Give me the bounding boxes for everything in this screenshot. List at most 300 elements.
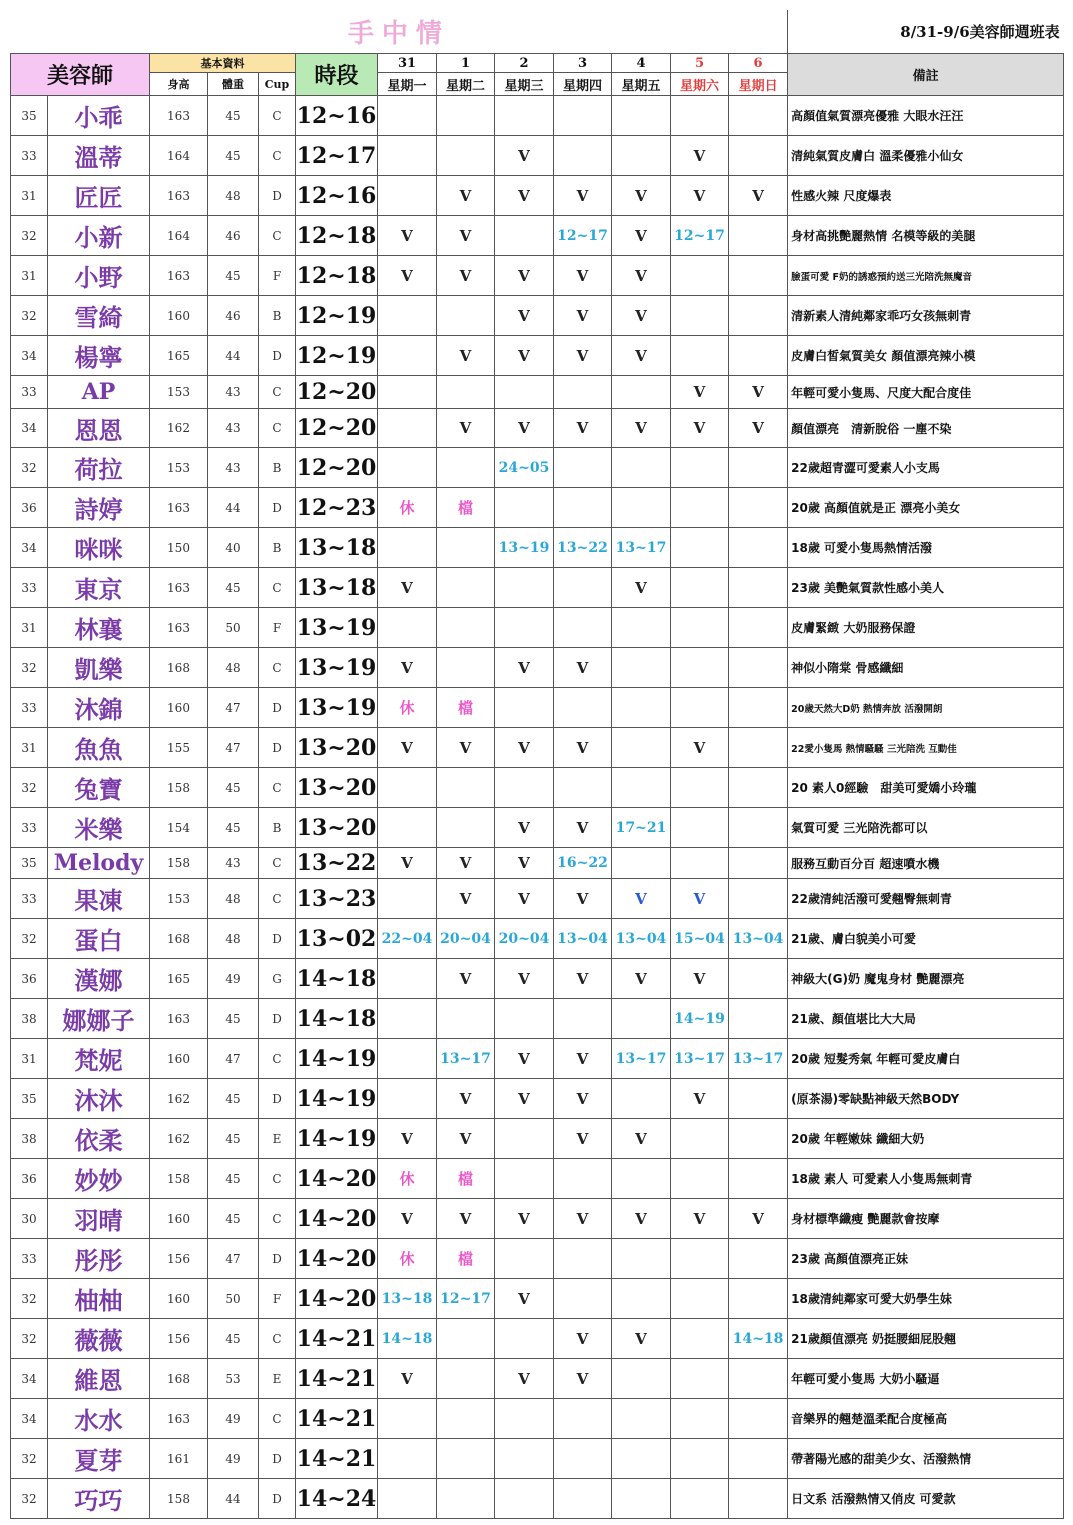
header-date: 5 [671, 54, 729, 73]
schedule-day-cell: V [612, 296, 671, 336]
height-cell: 161 [150, 1439, 208, 1479]
beautician-name: 薇薇 [48, 1319, 150, 1359]
schedule-day-cell: V [671, 1079, 729, 1119]
header-time-slot: 時段 [296, 54, 378, 96]
schedule-day-cell [437, 1399, 495, 1439]
table-row [11, 376, 1064, 409]
schedule-day-cell: 17~21 [612, 808, 671, 848]
schedule-day-cell [437, 376, 495, 409]
height-cell: 163 [150, 96, 208, 136]
remark-cell: 性感火辣 尺度爆表 [788, 176, 1064, 216]
schedule-day-cell [671, 1439, 729, 1479]
schedule-day-cell: V [612, 879, 671, 919]
schedule-day-cell [729, 999, 788, 1039]
remark-cell: 服務互動百分百 超速噴水機 [788, 848, 1064, 879]
age-cell: 32 [11, 768, 48, 808]
remark-cell: 身材標準纖瘦 艷麗款會按摩 [788, 1199, 1064, 1239]
age-cell: 34 [11, 528, 48, 568]
schedule-day-cell: V [437, 216, 495, 256]
schedule-day-cell: 13~04 [554, 919, 612, 959]
time-slot-cell: 14~19 [296, 1079, 378, 1119]
schedule-day-cell: V [554, 1119, 612, 1159]
header-cup: Cup [259, 73, 296, 96]
height-cell: 163 [150, 488, 208, 528]
schedule-day-cell [729, 1399, 788, 1439]
schedule-day-cell: 13~17 [729, 1039, 788, 1079]
header-date: 1 [437, 54, 495, 73]
schedule-day-cell [671, 688, 729, 728]
remark-cell: 神似小隋棠 骨感纖細 [788, 648, 1064, 688]
schedule-day-cell [554, 448, 612, 488]
remark-cell: 18歲 素人 可愛素人小隻馬無刺青 [788, 1159, 1064, 1199]
schedule-day-cell [437, 768, 495, 808]
table-row [11, 96, 1064, 136]
weight-cell: 48 [208, 648, 259, 688]
schedule-day-cell: V [612, 216, 671, 256]
schedule-day-cell [378, 1439, 437, 1479]
schedule-day-cell: 13~04 [729, 919, 788, 959]
remark-cell: 清新素人清純鄰家乖巧女孩無刺青 [788, 296, 1064, 336]
header-remarks: 備註 [788, 54, 1064, 96]
schedule-day-cell [437, 1359, 495, 1399]
schedule-day-cell: 休 [378, 488, 437, 528]
beautician-name: 小野 [48, 256, 150, 296]
height-cell: 164 [150, 216, 208, 256]
header-beautician: 美容師 [11, 54, 150, 96]
schedule-day-cell [554, 608, 612, 648]
schedule-day-cell: 13~17 [437, 1039, 495, 1079]
time-slot-cell: 12~18 [296, 256, 378, 296]
time-slot-cell: 12~18 [296, 216, 378, 256]
schedule-day-cell [612, 768, 671, 808]
header-date: 31 [378, 54, 437, 73]
schedule-day-cell [378, 96, 437, 136]
schedule-day-cell [729, 879, 788, 919]
schedule-day-cell [729, 1359, 788, 1399]
schedule-day-cell [437, 136, 495, 176]
schedule-day-cell [437, 808, 495, 848]
beautician-name: 荷拉 [48, 448, 150, 488]
schedule-day-cell: V [495, 728, 554, 768]
height-cell: 165 [150, 336, 208, 376]
table-row [11, 1239, 1064, 1279]
schedule-day-cell: V [671, 176, 729, 216]
schedule-day-cell: V [437, 848, 495, 879]
remark-cell: 音樂界的翹楚溫柔配合度極高 [788, 1399, 1064, 1439]
schedule-day-cell: 檔 [437, 688, 495, 728]
schedule-day-cell [378, 608, 437, 648]
cup-cell: C [259, 768, 296, 808]
remark-cell: 21歲、顏值堪比大大局 [788, 999, 1064, 1039]
weight-cell: 43 [208, 448, 259, 488]
table-row [11, 648, 1064, 688]
remark-cell: 18歲 可愛小隻馬熱情活潑 [788, 528, 1064, 568]
schedule-day-cell [612, 848, 671, 879]
weight-cell: 44 [208, 1479, 259, 1519]
schedule-day-cell [437, 1319, 495, 1359]
time-slot-cell: 12~20 [296, 376, 378, 409]
schedule-day-cell: V [729, 409, 788, 448]
remark-cell: 年輕可愛小隻馬 大奶小騷逼 [788, 1359, 1064, 1399]
schedule-day-cell: 22~04 [378, 919, 437, 959]
cup-cell: D [259, 728, 296, 768]
schedule-day-cell [729, 528, 788, 568]
schedule-day-cell: 14~19 [671, 999, 729, 1039]
table-row [11, 1319, 1064, 1359]
schedule-day-cell: 13~17 [612, 528, 671, 568]
weight-cell: 48 [208, 176, 259, 216]
schedule-day-cell: V [378, 216, 437, 256]
schedule-day-cell [671, 848, 729, 879]
schedule-day-cell [612, 1399, 671, 1439]
schedule-day-cell: V [437, 959, 495, 999]
schedule-day-cell: V [554, 296, 612, 336]
age-cell: 34 [11, 336, 48, 376]
time-slot-cell: 12~20 [296, 448, 378, 488]
age-cell: 32 [11, 216, 48, 256]
cup-cell: D [259, 488, 296, 528]
height-cell: 158 [150, 848, 208, 879]
height-cell: 163 [150, 176, 208, 216]
time-slot-cell: 14~19 [296, 1039, 378, 1079]
cup-cell: C [259, 1159, 296, 1199]
schedule-day-cell [378, 296, 437, 336]
height-cell: 154 [150, 808, 208, 848]
schedule-day-cell: V [378, 256, 437, 296]
schedule-day-cell: 檔 [437, 1239, 495, 1279]
table-row [11, 1439, 1064, 1479]
schedule-day-cell [495, 1479, 554, 1519]
table-row [11, 528, 1064, 568]
schedule-day-cell: 12~17 [554, 216, 612, 256]
schedule-day-cell [671, 1399, 729, 1439]
height-cell: 160 [150, 296, 208, 336]
beautician-name: 蛋白 [48, 919, 150, 959]
schedule-day-cell [612, 728, 671, 768]
time-slot-cell: 14~20 [296, 1239, 378, 1279]
schedule-day-cell [612, 608, 671, 648]
schedule-day-cell [729, 648, 788, 688]
age-cell: 33 [11, 376, 48, 409]
cup-cell: C [259, 409, 296, 448]
age-cell: 30 [11, 1199, 48, 1239]
schedule-day-cell: V [437, 879, 495, 919]
age-cell: 36 [11, 959, 48, 999]
schedule-day-cell: V [495, 1359, 554, 1399]
schedule-day-cell: V [554, 1079, 612, 1119]
weight-cell: 45 [208, 136, 259, 176]
schedule-day-cell: V [495, 808, 554, 848]
time-slot-cell: 13~19 [296, 608, 378, 648]
weight-cell: 50 [208, 608, 259, 648]
remark-cell: 23歲 美艷氣質款性感小美人 [788, 568, 1064, 608]
schedule-day-cell [729, 688, 788, 728]
height-cell: 156 [150, 1319, 208, 1359]
schedule-day-cell [729, 1079, 788, 1119]
beautician-name: 溫蒂 [48, 136, 150, 176]
cup-cell: G [259, 959, 296, 999]
weight-cell: 48 [208, 879, 259, 919]
remark-cell: 日文系 活潑熱情又俏皮 可愛款 [788, 1479, 1064, 1519]
weight-cell: 44 [208, 488, 259, 528]
height-cell: 156 [150, 1239, 208, 1279]
schedule-day-cell: V [671, 1199, 729, 1239]
remark-cell: 21歲、膚白貌美小可愛 [788, 919, 1064, 959]
schedule-day-cell: V [671, 136, 729, 176]
schedule-day-cell [612, 1479, 671, 1519]
schedule-day-cell: V [495, 296, 554, 336]
height-cell: 160 [150, 1199, 208, 1239]
height-cell: 158 [150, 768, 208, 808]
beautician-name: 兔寶 [48, 768, 150, 808]
schedule-day-cell: V [437, 409, 495, 448]
schedule-day-cell [729, 488, 788, 528]
schedule-day-cell: 13~17 [671, 1039, 729, 1079]
table-row [11, 1079, 1064, 1119]
table-row [11, 296, 1064, 336]
remark-cell: (原茶湯)零缺點神級天然BODY [788, 1079, 1064, 1119]
schedule-day-cell [378, 1079, 437, 1119]
beautician-name: 楊寧 [48, 336, 150, 376]
height-cell: 153 [150, 376, 208, 409]
schedule-day-cell: V [554, 1359, 612, 1399]
schedule-day-cell [378, 176, 437, 216]
remark-cell: 23歲 高顏值漂亮正妹 [788, 1239, 1064, 1279]
age-cell: 33 [11, 879, 48, 919]
schedule-day-cell [437, 296, 495, 336]
schedule-day-cell: V [554, 409, 612, 448]
table-row [11, 688, 1064, 728]
header-weekday: 星期一 [378, 73, 437, 96]
schedule-day-cell: V [729, 176, 788, 216]
height-cell: 160 [150, 1039, 208, 1079]
time-slot-cell: 14~21 [296, 1319, 378, 1359]
schedule-day-cell: V [495, 1079, 554, 1119]
weight-cell: 49 [208, 1399, 259, 1439]
schedule-day-cell: V [437, 1199, 495, 1239]
cup-cell: D [259, 1479, 296, 1519]
schedule-day-cell: V [378, 1199, 437, 1239]
remark-cell: 20歲 短髮秀氣 年輕可愛皮膚白 [788, 1039, 1064, 1079]
schedule-day-cell [612, 1159, 671, 1199]
beautician-name: 果凍 [48, 879, 150, 919]
schedule-day-cell: V [554, 728, 612, 768]
header-date: 3 [554, 54, 612, 73]
schedule-day-cell [729, 448, 788, 488]
weight-cell: 48 [208, 919, 259, 959]
schedule-day-cell: 13~04 [612, 919, 671, 959]
weight-cell: 44 [208, 336, 259, 376]
time-slot-cell: 12~17 [296, 136, 378, 176]
age-cell: 36 [11, 488, 48, 528]
time-slot-cell: 14~21 [296, 1399, 378, 1439]
table-row [11, 448, 1064, 488]
weight-cell: 43 [208, 848, 259, 879]
time-slot-cell: 14~24 [296, 1479, 378, 1519]
schedule-day-cell: 13~17 [612, 1039, 671, 1079]
cup-cell: C [259, 1319, 296, 1359]
age-cell: 35 [11, 848, 48, 879]
cup-cell: C [259, 96, 296, 136]
schedule-day-cell: V [612, 1119, 671, 1159]
beautician-name: 夏芽 [48, 1439, 150, 1479]
table-row [11, 808, 1064, 848]
schedule-day-cell: V [729, 1199, 788, 1239]
table-row [11, 336, 1064, 376]
schedule-day-cell [729, 568, 788, 608]
age-cell: 38 [11, 999, 48, 1039]
schedule-day-cell [378, 136, 437, 176]
schedule-day-cell [729, 848, 788, 879]
cup-cell: D [259, 1079, 296, 1119]
schedule-day-cell [554, 688, 612, 728]
height-cell: 168 [150, 919, 208, 959]
time-slot-cell: 14~20 [296, 1199, 378, 1239]
header-weekday: 星期五 [612, 73, 671, 96]
age-cell: 32 [11, 1439, 48, 1479]
weight-cell: 47 [208, 1039, 259, 1079]
schedule-day-cell [495, 568, 554, 608]
time-slot-cell: 13~18 [296, 568, 378, 608]
table-row [11, 1399, 1064, 1439]
weight-cell: 45 [208, 256, 259, 296]
age-cell: 36 [11, 1159, 48, 1199]
table-row [11, 999, 1064, 1039]
cup-cell: C [259, 1399, 296, 1439]
header-height: 身高 [150, 73, 208, 96]
schedule-day-cell [378, 528, 437, 568]
schedule-day-cell: V [612, 256, 671, 296]
schedule-day-cell [729, 728, 788, 768]
schedule-day-cell [554, 1439, 612, 1479]
weight-cell: 45 [208, 568, 259, 608]
table-row [11, 568, 1064, 608]
beautician-name: 小新 [48, 216, 150, 256]
cup-cell: C [259, 216, 296, 256]
height-cell: 153 [150, 448, 208, 488]
weight-cell: 47 [208, 1239, 259, 1279]
schedule-day-cell: V [378, 1359, 437, 1399]
time-slot-cell: 14~21 [296, 1439, 378, 1479]
time-slot-cell: 13~20 [296, 768, 378, 808]
age-cell: 32 [11, 1279, 48, 1319]
schedule-day-cell: V [437, 1079, 495, 1119]
beautician-name: 彤彤 [48, 1239, 150, 1279]
table-row [11, 1359, 1064, 1399]
table-row [11, 608, 1064, 648]
schedule-day-cell [495, 1319, 554, 1359]
schedule-day-cell: V [554, 256, 612, 296]
schedule-day-cell [554, 96, 612, 136]
beautician-name: 匠匠 [48, 176, 150, 216]
age-cell: 32 [11, 919, 48, 959]
schedule-day-cell [671, 1279, 729, 1319]
age-cell: 32 [11, 1319, 48, 1359]
beautician-name: 米樂 [48, 808, 150, 848]
age-cell: 33 [11, 688, 48, 728]
schedule-day-cell: V [378, 568, 437, 608]
beautician-name: 維恩 [48, 1359, 150, 1399]
remark-cell: 22歲清純活潑可愛翹臀無刺青 [788, 879, 1064, 919]
schedule-day-cell: V [612, 176, 671, 216]
cup-cell: E [259, 1359, 296, 1399]
schedule-day-cell: V [612, 336, 671, 376]
schedule-day-cell [729, 768, 788, 808]
table-row [11, 1119, 1064, 1159]
schedule-day-cell [437, 1479, 495, 1519]
time-slot-cell: 14~20 [296, 1159, 378, 1199]
schedule-day-cell [612, 688, 671, 728]
time-slot-cell: 14~20 [296, 1279, 378, 1319]
schedule-day-cell [495, 688, 554, 728]
remark-cell: 22愛小隻馬 熱情騷騷 三光陪洗 互動佳 [788, 728, 1064, 768]
time-slot-cell: 12~19 [296, 336, 378, 376]
beautician-name: 魚魚 [48, 728, 150, 768]
title-cell [11, 10, 788, 54]
weight-cell: 45 [208, 96, 259, 136]
weight-cell: 50 [208, 1279, 259, 1319]
height-cell: 163 [150, 608, 208, 648]
header-weekday: 星期二 [437, 73, 495, 96]
schedule-day-cell: 休 [378, 1159, 437, 1199]
schedule-day-cell [729, 256, 788, 296]
schedule-day-cell [495, 376, 554, 409]
schedule-day-cell [671, 296, 729, 336]
schedule-day-cell [378, 1479, 437, 1519]
table-row [11, 1199, 1064, 1239]
weight-cell: 40 [208, 528, 259, 568]
schedule-day-cell [495, 768, 554, 808]
schedule-day-cell: 15~04 [671, 919, 729, 959]
table-row [11, 768, 1064, 808]
remark-cell: 皮膚白皙氣質美女 顏值漂亮辣小模 [788, 336, 1064, 376]
beautician-name: Melody [48, 848, 150, 879]
cup-cell: E [259, 1119, 296, 1159]
schedule-day-cell: V [671, 376, 729, 409]
cup-cell: C [259, 879, 296, 919]
schedule-day-cell: V [437, 1119, 495, 1159]
cup-cell: C [259, 1039, 296, 1079]
schedule-day-cell [495, 1399, 554, 1439]
time-slot-cell: 13~18 [296, 528, 378, 568]
remark-cell: 年輕可愛小隻馬、尺度大配合度佳 [788, 376, 1064, 409]
time-slot-cell: 13~20 [296, 728, 378, 768]
schedule-day-cell [729, 216, 788, 256]
remark-cell: 20 素人0經驗 甜美可愛嬌小玲瓏 [788, 768, 1064, 808]
schedule-day-cell [378, 409, 437, 448]
cup-cell: D [259, 919, 296, 959]
schedule-day-cell [378, 1399, 437, 1439]
weight-cell: 45 [208, 1119, 259, 1159]
table-row [11, 959, 1064, 999]
cup-cell: C [259, 376, 296, 409]
schedule-day-cell: V [437, 336, 495, 376]
schedule-day-cell: V [495, 848, 554, 879]
schedule-day-cell [671, 336, 729, 376]
schedule-day-cell [612, 648, 671, 688]
schedule-day-cell: 休 [378, 1239, 437, 1279]
height-cell: 162 [150, 409, 208, 448]
table-row [11, 848, 1064, 879]
schedule-day-cell: V [495, 1039, 554, 1079]
schedule-day-cell [554, 488, 612, 528]
schedule-day-cell [495, 999, 554, 1039]
beautician-name: 水水 [48, 1399, 150, 1439]
schedule-day-cell: 16~22 [554, 848, 612, 879]
schedule-day-cell [495, 1239, 554, 1279]
remark-cell: 21歲顏值漂亮 奶挺腰細屁股翹 [788, 1319, 1064, 1359]
schedule-day-cell [554, 1159, 612, 1199]
